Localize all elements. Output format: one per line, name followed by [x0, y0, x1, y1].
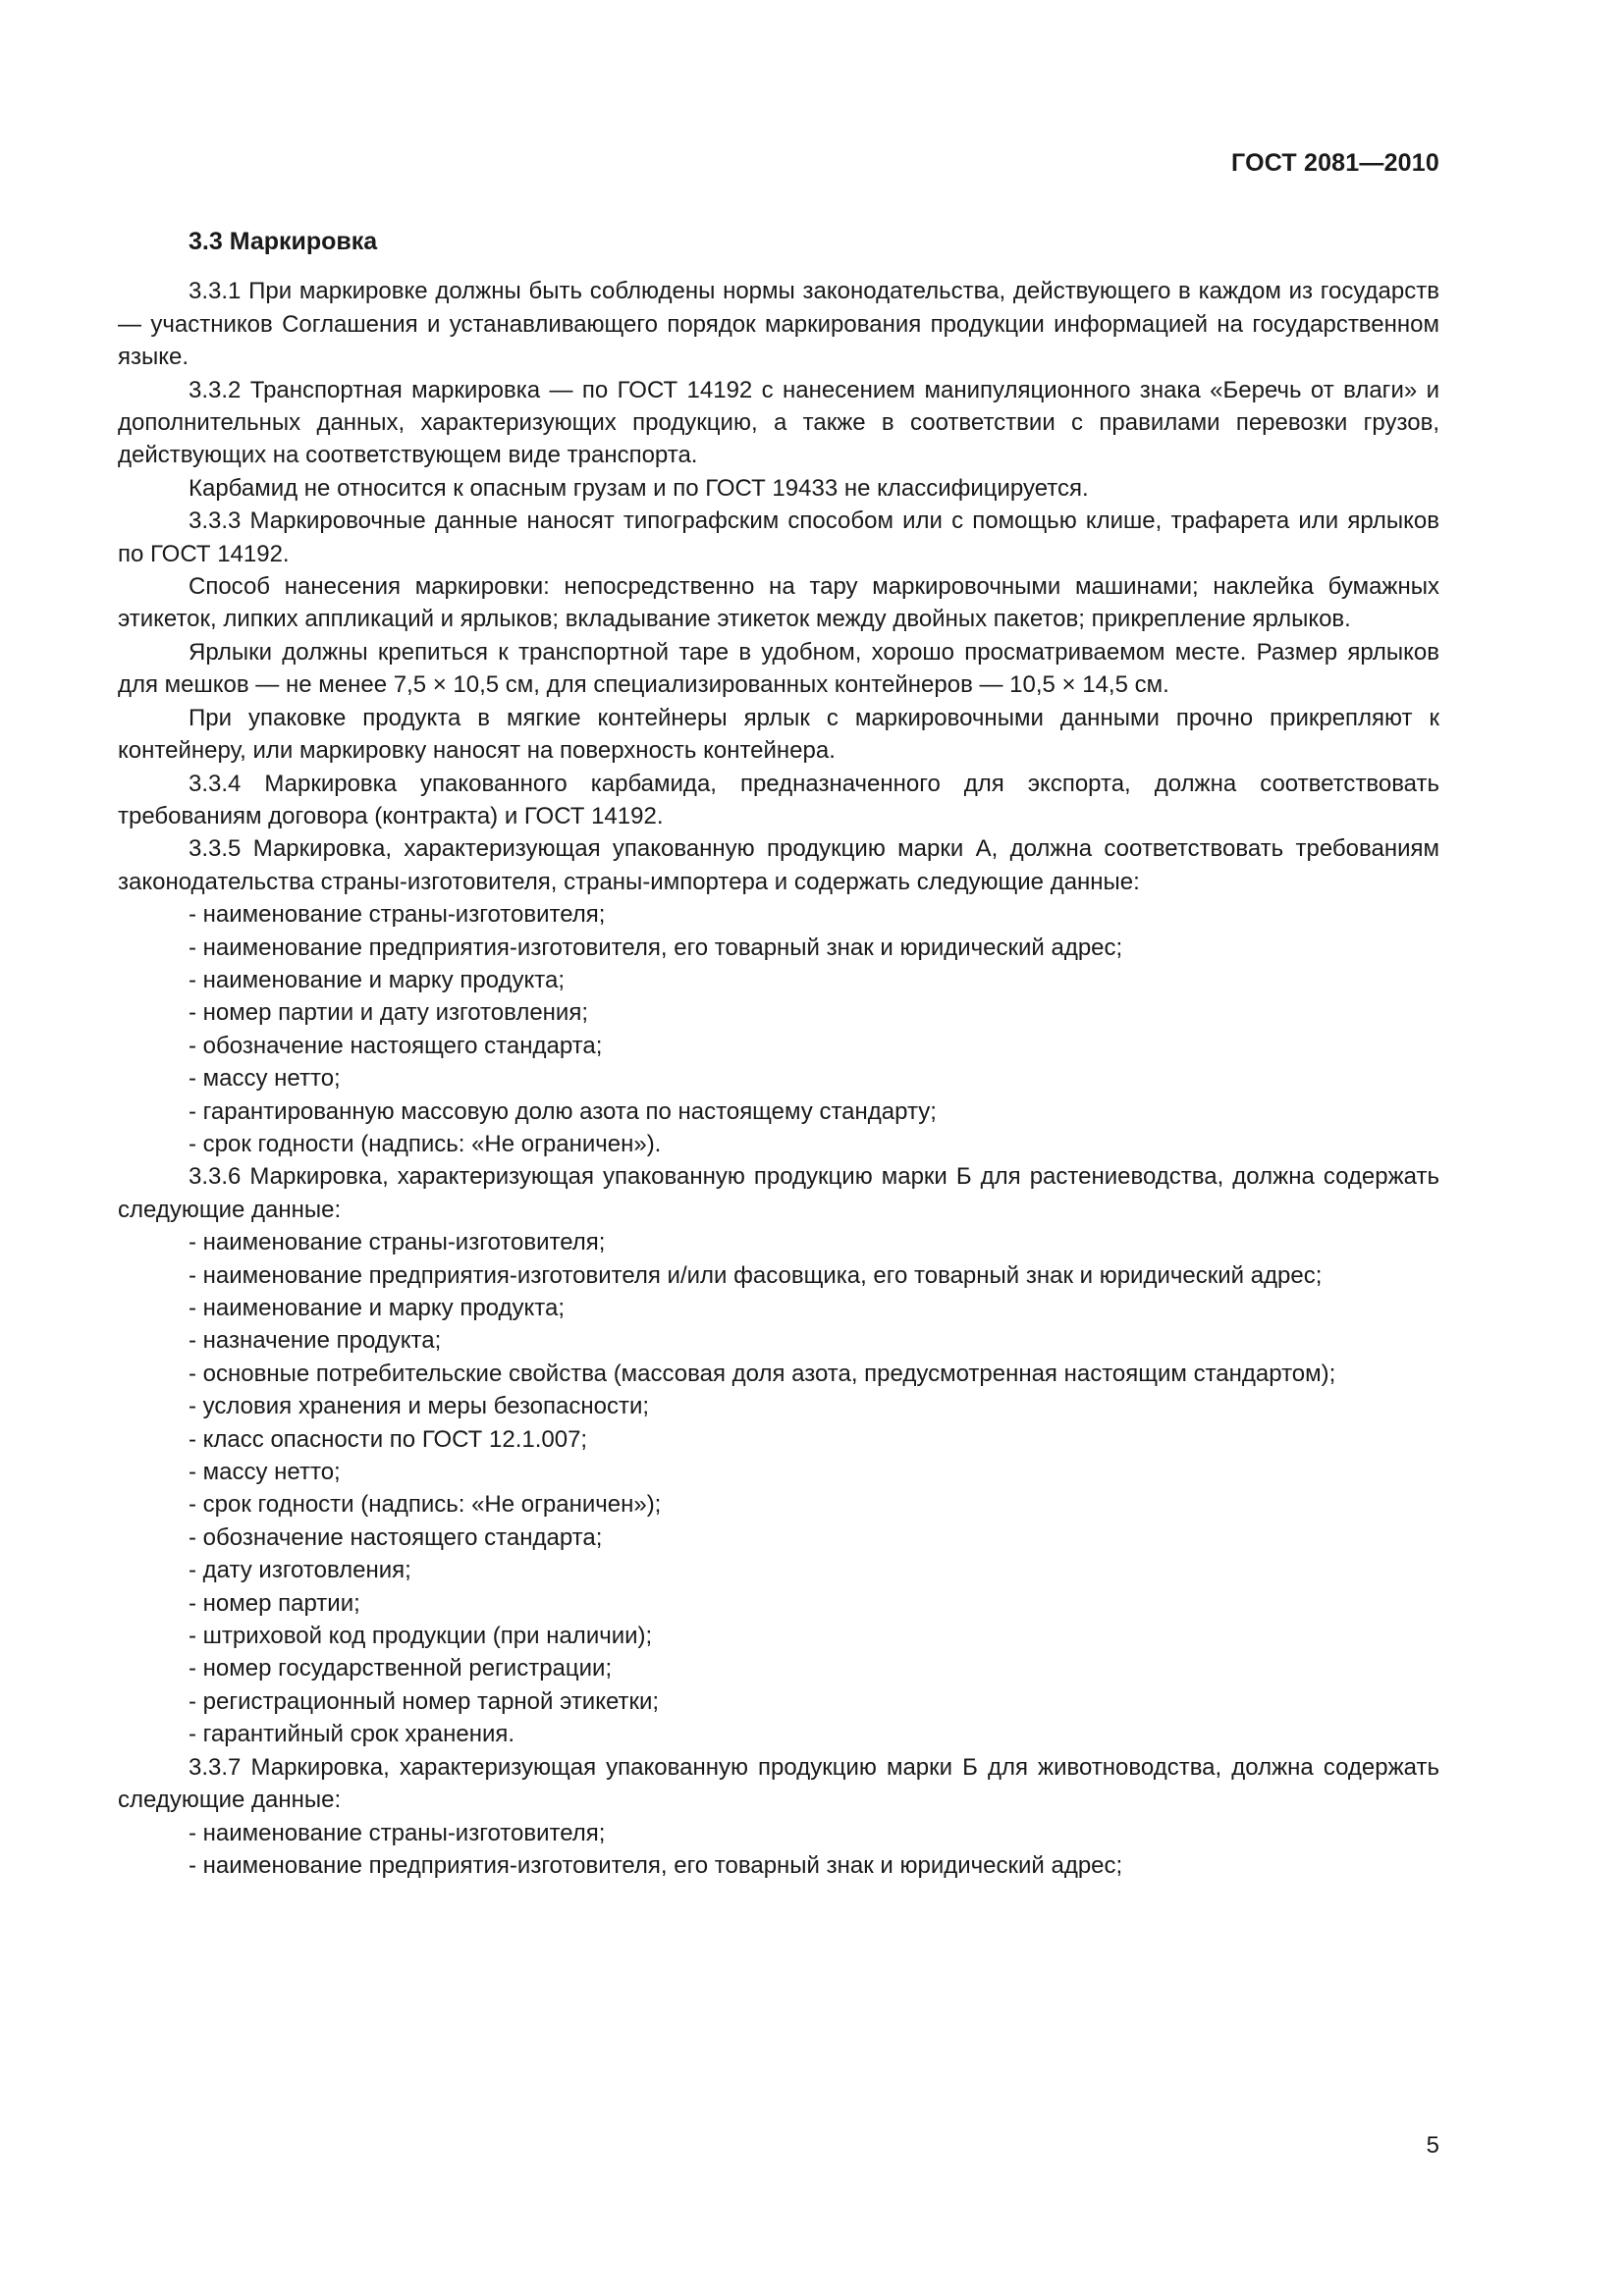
paragraph: 3.3.7 Маркировка, характеризующая упакованную продукцию марки Б для животноводства, должна содержать следующие данные: [118, 1753, 1439, 1814]
paragraph: Ярлыки должны крепиться к транспортной таре в удобном, хорошо просматриваемом месте. Размер ярлыков для мешков — не менее 7,5 × 10,5 см, для специализированных контейнеров — 10,5 × 14,5 см. [118, 638, 1439, 699]
section-content [118, 226, 1439, 1882]
list-item: - наименование страны-изготовителя; [189, 1819, 606, 1846]
list-item: - штриховой код продукции (при наличии); [189, 1623, 653, 1650]
list-item: - номер партии; [189, 1589, 360, 1617]
list-item: - номер государственной регистрации; [189, 1655, 613, 1682]
paragraph: 3.3.3 Маркировочные данные наносят типографским способом или с помощью клише, трафарета или ярлыков по ГОСТ 14192. [118, 507, 1439, 567]
list-item: - наименование предприятия-изготовителя, его товарный знак и юридический адрес; [189, 1851, 1123, 1879]
list-item: - гарантийный срок хранения. [189, 1721, 515, 1748]
document-code-header: ГОСТ 2081—2010 [1231, 149, 1439, 177]
paragraph: Карбамид не относится к опасным грузам и по ГОСТ 19433 не классифицируется. [189, 474, 1089, 502]
list-item: - условия хранения и меры безопасности; [189, 1393, 650, 1420]
paragraph: 3.3.1 При маркировке должны быть соблюдены нормы законодательства, действующего в каждом из государств — участников Соглашения и устанавливающего порядок маркирования продукции информацией на государственном языке. [118, 278, 1439, 371]
list-item: - обозначение настоящего стандарта; [189, 1032, 603, 1059]
paragraph: 3.3.5 Маркировка, характеризующая упакованную продукцию марки А, должна соответствовать требованиям законодательства страны-изготовителя, страны-импортера и содержать следующие данные: [118, 835, 1439, 895]
list-item: - регистрационный номер тарной этикетки; [189, 1687, 660, 1715]
list-item: - наименование страны-изготовителя; [189, 901, 606, 929]
list-item: - наименование страны-изготовителя; [189, 1229, 606, 1256]
list-item: - обозначение настоящего стандарта; [189, 1523, 603, 1551]
list-item: - срок годности (надпись: «Не ограничен»); [189, 1491, 662, 1519]
list-item: - номер партии и дату изготовления; [189, 999, 588, 1027]
list-item: - класс опасности по ГОСТ 12.1.007; [189, 1425, 588, 1453]
list-item: - срок годности (надпись: «Не ограничен»). [189, 1130, 662, 1157]
paragraph: 3.3.2 Транспортная маркировка — по ГОСТ 14192 с нанесением манипуляционного знака «Беречь от влаги» и дополнительных данных, характеризующих продукцию, а также в соответствии с правилами перевозки грузов, действующих на соответствующем виде транспорта. [118, 376, 1439, 469]
list-item: - наименование и марку продукта; [189, 1295, 566, 1321]
list-item: - наименование предприятия-изготовителя и/или фасовщика, его товарный знак и юридический адрес; [189, 1261, 1323, 1289]
list-item: - массу нетто; [189, 1459, 341, 1486]
list-item: - наименование предприятия-изготовителя, его товарный знак и юридический адрес; [189, 934, 1123, 961]
section-body [118, 275, 1439, 1882]
list-item: - наименование и марку продукта; [189, 966, 566, 993]
paragraph: Способ нанесения маркировки: непосредственно на тару маркировочными машинами; наклейка бумажных этикеток, липких аппликаций и ярлыков; вкладывание этикеток между двойных пакетов; прикрепление ярлыков. [118, 573, 1439, 633]
list-item: - назначение продукта; [189, 1327, 442, 1355]
paragraph: 3.3.4 Маркировка упакованного карбамида, предназначенного для экспорта, должна соответствовать требованиям договора (контракта) и ГОСТ 14192. [118, 770, 1439, 829]
paragraph: При упаковке продукта в мягкие контейнеры ярлык с маркировочными данными прочно прикрепляют к контейнеру, или маркировку наносят на поверхность контейнера. [118, 704, 1439, 765]
page-number: 5 [1426, 2132, 1439, 2159]
list-item: - гарантированную массовую долю азота по настоящему стандарту; [189, 1097, 937, 1125]
list-item: - дату изготовления; [189, 1557, 411, 1584]
list-item: - массу нетто; [189, 1065, 341, 1093]
list-item: - основные потребительские свойства (массовая доля азота, предусмотренная настоящим стандартом); [189, 1360, 1336, 1387]
section-title: 3.3 Маркировка [189, 228, 378, 255]
paragraph: 3.3.6 Маркировка, характеризующая упакованную продукцию марки Б для растениеводства, должна содержать следующие данные: [118, 1163, 1439, 1223]
